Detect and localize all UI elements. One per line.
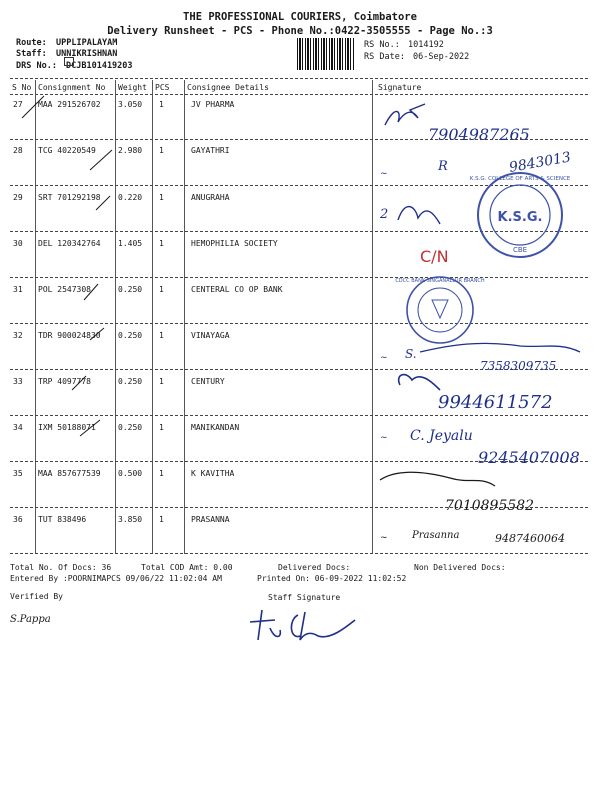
- signature-row-34: C. Jeyalu: [410, 428, 473, 444]
- row-29-weight: 0.220: [118, 193, 143, 202]
- initial-row-28: R: [438, 159, 448, 174]
- staff-value: UNNIKRISHNAN: [56, 49, 118, 59]
- initial-row-32: S.: [405, 347, 417, 361]
- pen-ticks: [22, 96, 112, 436]
- row-31-consignment: POL 2547308: [38, 285, 91, 294]
- company-title: THE PROFESSIONAL COURIERS, Coimbatore: [183, 11, 417, 23]
- row-31-consignee: CENTERAL CO OP BANK: [191, 285, 283, 294]
- total-cod: Total COD Amt: 0.00: [141, 563, 233, 572]
- row-34-pcs: 1: [159, 423, 164, 432]
- stamp-bank-ring: CDCC BANK SINGANALLUR BRANCH: [395, 278, 485, 284]
- col-sno: S No: [12, 83, 32, 92]
- drs-value: DCJB101419203: [66, 61, 133, 71]
- dash-mark: ~: [380, 353, 388, 363]
- delivered-docs: Delivered Docs:: [278, 563, 351, 572]
- row-35-weight: 0.500: [118, 469, 143, 478]
- rs-date-label: RS Date:: [364, 52, 405, 62]
- row-27-sno: 27: [13, 100, 23, 109]
- row-30-consignment: DEL 120342764: [38, 239, 101, 248]
- row-30-sno: 30: [13, 239, 23, 248]
- row-31-weight: 0.250: [118, 285, 143, 294]
- col-signature: Signature: [378, 83, 422, 92]
- staff-signature-label: Staff Signature: [268, 593, 341, 602]
- row-36-pcs: 1: [159, 515, 164, 524]
- row-30-pcs: 1: [159, 239, 164, 248]
- col-weight: Weight: [118, 83, 147, 92]
- phone-row-36: 9487460064: [495, 532, 565, 545]
- signature-row-33: [399, 375, 440, 390]
- phone-row-34: 9245407008: [478, 448, 580, 467]
- stamp-ksg-center: K.S.G.: [497, 210, 543, 225]
- non-delivered-docs: Non Delivered Docs:: [414, 563, 506, 572]
- row-29-pcs: 1: [159, 193, 164, 202]
- row-30-consignee: HEMOPHILIA SOCIETY: [191, 239, 278, 248]
- row-30-weight: 1.405: [118, 239, 143, 248]
- row-33-consignee: CENTURY: [191, 377, 225, 386]
- tick-mark: [72, 376, 86, 390]
- col-consignee: Consignee Details: [187, 83, 269, 92]
- row-36-weight: 3.850: [118, 515, 143, 524]
- row-27-weight: 3.050: [118, 100, 143, 109]
- phone-row-28: 9843013: [507, 149, 573, 176]
- signature-row-29: [398, 207, 440, 224]
- dash-mark: ~: [380, 433, 388, 443]
- stamp-ksg-ring: K.S.G. COLLEGE OF ARTS & SCIENCE: [469, 176, 571, 182]
- staff-signature-mark: [250, 610, 355, 640]
- tick-mark: [80, 420, 100, 436]
- rs-date-value: 06-Sep-2022: [413, 52, 470, 62]
- row-36-consignment: TUT 838496: [38, 515, 87, 524]
- dash-mark: ~: [380, 169, 388, 179]
- tick-mark: [90, 328, 104, 340]
- row-33-pcs: 1: [159, 377, 164, 386]
- row-34-sno: 34: [13, 423, 23, 432]
- phone-row-32: 7358309735: [480, 359, 557, 373]
- rs-no-label: RS No.:: [364, 40, 400, 50]
- row-34-weight: 0.250: [118, 423, 143, 432]
- tick-mark: [22, 96, 44, 118]
- row-28-pcs: 1: [159, 146, 164, 155]
- row-32-consignment: TDR 900024830: [38, 331, 101, 340]
- row-27-consignee: JV PHARMA: [191, 100, 235, 109]
- row-34-consignee: MANIKANDAN: [191, 423, 240, 432]
- row-29-consignee: ANUGRAHA: [191, 193, 230, 202]
- row-28-weight: 2.980: [118, 146, 143, 155]
- row-36-consignee: PRASANNA: [191, 515, 230, 524]
- row-28-sno: 28: [13, 146, 23, 155]
- tick-mark: [90, 150, 112, 170]
- rs-no-value: 1014192: [408, 40, 444, 50]
- row-35-consignment: MAA 857677539: [38, 469, 101, 478]
- row-27-pcs: 1: [159, 100, 164, 109]
- ksg-stamp: [470, 173, 571, 257]
- row-36-sno: 36: [13, 515, 23, 524]
- route-label: Route:: [16, 38, 47, 48]
- signature-row-32: [420, 343, 580, 352]
- signature-row-35: [380, 472, 495, 486]
- bank-stamp: [395, 277, 485, 343]
- row-35-sno: 35: [13, 469, 23, 478]
- cn-mark-row-30: C/N: [420, 247, 449, 266]
- verified-by: Verified By: [10, 592, 63, 601]
- row-31-sno: 31: [13, 285, 23, 294]
- printed-on: Printed On: 06-09-2022 11:02:52: [257, 574, 407, 583]
- row-32-weight: 0.250: [118, 331, 143, 340]
- row-35-pcs: 1: [159, 469, 164, 478]
- row-28-consignment: TCG 40220549: [38, 146, 96, 155]
- route-value: UPPLIPALAYAM: [56, 38, 118, 48]
- row-27-consignment: MAA 291526702: [38, 100, 101, 109]
- runsheet-title: Delivery Runsheet - PCS - Phone No.:0422-3505555 - Page No.:3: [107, 25, 493, 37]
- tick-mark: [84, 284, 98, 300]
- row-32-sno: 32: [13, 331, 23, 340]
- col-pcs: PCS: [155, 83, 170, 92]
- row-34-consignment: IXM 50188071: [38, 423, 96, 432]
- stamp-ksg-bottom: CBE: [512, 246, 528, 254]
- row-28-consignee: GAYATHRI: [191, 146, 230, 155]
- staff-label: Staff:: [16, 49, 47, 59]
- phone-row-35: 7010895582: [445, 498, 535, 514]
- verified-signature: S.Pappa: [10, 614, 51, 625]
- row-29-sno: 29: [13, 193, 23, 202]
- phone-row-33: 9944611572: [438, 392, 553, 413]
- row-35-consignee: K KAVITHA: [191, 469, 235, 478]
- drs-label: DRS No.:: [16, 61, 57, 71]
- signature-row-27: [385, 104, 425, 125]
- phone-row-27: 7904987265: [428, 125, 530, 144]
- row-33-consignment: TRP 4097778: [38, 377, 91, 386]
- row-31-pcs: 1: [159, 285, 164, 294]
- row-32-pcs: 1: [159, 331, 164, 340]
- dash-mark: ~: [380, 533, 388, 543]
- row-29-consignment: SRT 701292198: [38, 193, 101, 202]
- signature-row-36: Prasanna: [412, 530, 460, 541]
- tick-mark: [96, 196, 110, 210]
- row-33-sno: 33: [13, 377, 23, 386]
- col-consignment: Consignment No: [38, 83, 106, 92]
- mark-row-29: 2: [380, 207, 389, 222]
- entered-by: Entered By :POORNIMAPCS 09/06/22 11:02:04 AM: [10, 574, 222, 583]
- total-docs: Total No. Of Docs: 36: [10, 563, 112, 572]
- row-33-weight: 0.250: [118, 377, 143, 386]
- row-32-consignee: VINAYAGA: [191, 331, 230, 340]
